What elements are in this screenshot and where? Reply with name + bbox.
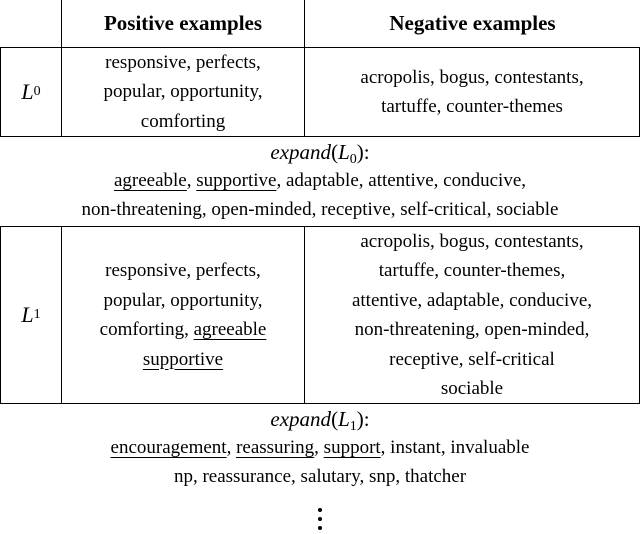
table2-positive-cell: [62, 227, 304, 403]
table2-negative-line-4: non-threatening, open-minded,: [354, 319, 590, 340]
expanded-word-underlined: reassuring: [236, 437, 315, 458]
table2-positive-line-3: comforting,: [99, 319, 194, 340]
table2-negative-line-6: sociable: [440, 378, 504, 399]
table2-positive-line-2: popular, opportunity,: [103, 289, 263, 311]
expand-l1-line-2: np, reassurance, salutary, snp, thatcher: [173, 466, 467, 487]
row-label-base: L: [21, 79, 34, 104]
table1-positive-line-1: responsive, perfects,: [105, 51, 261, 73]
expanded-words: , instant, invaluable: [380, 437, 530, 458]
table1-positive-cell: [62, 48, 304, 136]
header-negative: Negative examples: [389, 11, 556, 35]
expanded-word-underlined: encouragement: [110, 437, 227, 458]
row-label-sub: 1: [33, 307, 41, 322]
vertical-ellipsis-icon: [314, 506, 326, 532]
table2-negative-cell: [305, 227, 639, 403]
table1-bottom-rule: [0, 136, 640, 137]
row-label-sub: 0: [33, 84, 41, 99]
expand-l0-title: $expand(L_0)$:: [270, 140, 370, 167]
table2-positive-line-1: responsive, perfects,: [105, 260, 261, 281]
expand-l0-line-2: non-threatening, open-minded, receptive, self-critical, sociable: [81, 199, 559, 220]
table2-negative-line-2: tartuffe, counter-themes,: [378, 260, 566, 281]
row-label-l1: [1, 227, 61, 403]
expanded-word-underlined: supportive: [196, 170, 277, 191]
expand-suffix: :: [363, 407, 370, 431]
row-label-base: L: [21, 302, 34, 327]
expand-arg-sub: 0: [349, 152, 357, 167]
expand-func-name: expand: [270, 407, 332, 431]
expand-l1-title: $expand(L_1)$:: [270, 407, 370, 434]
table1-positive-line-3: comforting: [140, 110, 226, 132]
expanded-word-underlined: agreeable: [113, 170, 187, 191]
expanded-word-underlined: support: [323, 437, 381, 458]
table1-positive-line-2: popular, opportunity,: [103, 81, 263, 103]
table2-negative-line-1: acropolis, bogus, contestants,: [360, 230, 584, 252]
expand-arg-base: L: [338, 140, 350, 164]
expand-l0-line-1: agreeable, supportive, adaptable, attentive, conducive,: [113, 170, 527, 191]
table2-negative-line-5: receptive, self-critical: [389, 348, 555, 370]
expand-l1-line-1: encouragement, reassuring, support, instant, invaluable: [110, 437, 530, 458]
expand-func-name: expand: [270, 140, 332, 164]
added-positive-word: agreeable: [193, 319, 267, 340]
added-positive-word: supportive: [142, 348, 224, 370]
table2-negative-line-3: attentive, adaptable, conducive,: [351, 289, 593, 311]
header-positive: Positive examples: [103, 11, 263, 35]
row-label-l0: [1, 48, 61, 136]
table1-negative-line-1: acropolis, bogus, contestants,: [360, 66, 584, 88]
expand-arg-base: L: [338, 407, 350, 431]
expand-suffix: :: [363, 140, 370, 164]
expanded-words: , adaptable, attentive, conducive,: [276, 170, 527, 191]
table1-negative-line-2: tartuffe, counter-themes: [381, 96, 563, 117]
table1-negative-cell: [305, 48, 639, 136]
expand-arg-sub: 1: [349, 419, 357, 434]
